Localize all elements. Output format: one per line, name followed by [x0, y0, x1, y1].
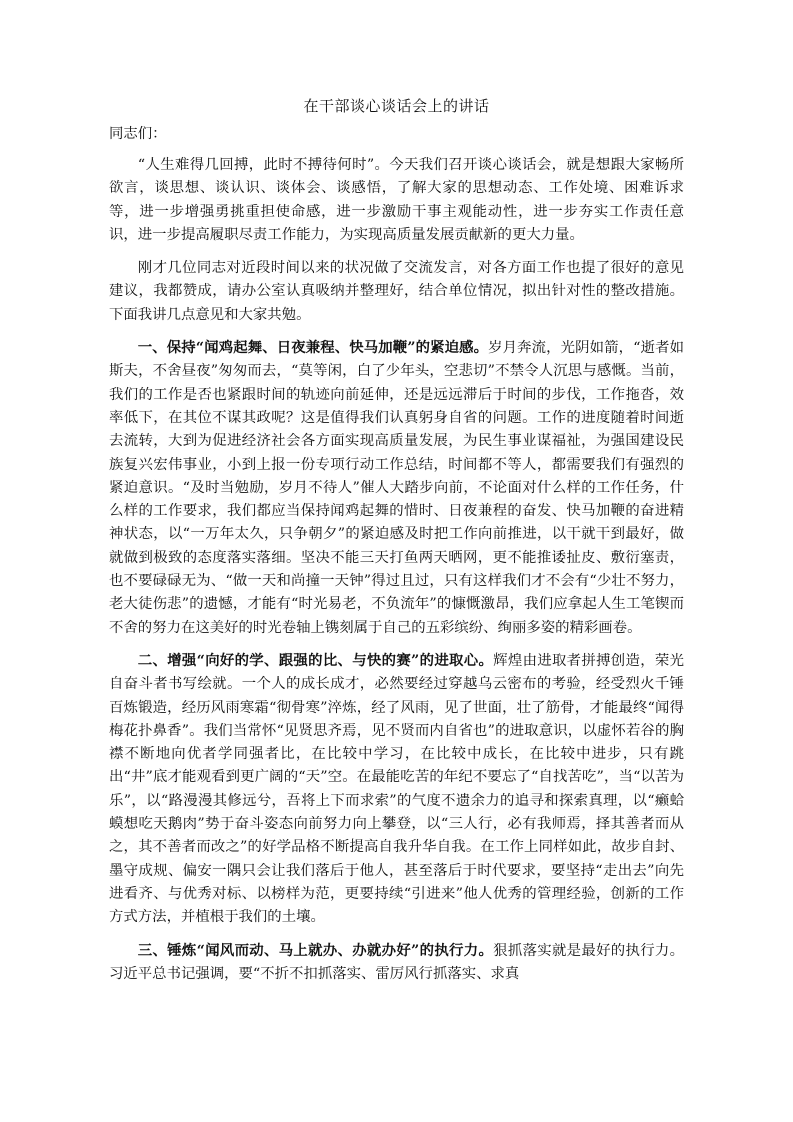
section-2-heading: 二、增强“向好的学、跟强的比、与快的赛”的进取心。 — [137, 651, 494, 669]
paragraph-intro — [109, 256, 684, 327]
section-3-heading: 三、锤炼“闻风而动、马上就办、办就办好”的执行力。 — [137, 941, 494, 959]
paragraph-text: “人生难得几回搏，此时不搏待何时”。今天我们召开谈心谈话会，就是想跟大家畅所欲言，谈思想、谈认识、谈体会、谈感悟，了解大家的思想动态、工作处境、困难诉求等，进一步增强勇挑重担使命感，进一步激励干事主观能动性，进一步夯实工作责任意识，进一步提高履职尽责工作能力，为实现高质量发展贡献新的更大力量。 — [109, 157, 684, 243]
salutation: 同志们： — [109, 126, 167, 142]
section-3-text: 狠抓落实就是最好的执行力。习近平总书记强调，要“不折不扣抓落实、雷厉风行抓落实、求真 — [109, 942, 684, 982]
section-1-text: 岁月奔流，光阴如箭，“逝者如斯夫，不舍昼夜”匆匆而去，“莫等闲，白了少年头，空悲切”不禁令人沉思与感慨。当前，我们的工作是否也紧跟时间的轨迹向前延伸，还是远远滞后于时间的步伐，工作拖沓，效率低下，在其位不谋其政呢？这是值得我们认真躬身自省的问题。工作的进度随着时间逝去流转，大到为促进经济社会各方面实现高质量发展，为民生事业谋福祉，为强国建设民族复兴宏伟事业，小到上报一份专项行动工作总结，时间都不等人，都需要我们有强烈的紧迫意识。“及时当勉励，岁月不待人”催人大踏步向前，不论面对什么样的工作任务，什么样的工作要求，我们都应当保持闻鸡起舞的惜时、日夜兼程的奋发、快马加鞭的奋进精神状态，以“一万年太久，只争朝夕”的紧迫感及时把工作向前推进，以干就干到最好，做就做到极致的态度落实落细。坚决不能三天打鱼两天晒网，更不能推诿扯皮、敷衍塞责，也不要碌碌无为、“做一天和尚撞一天钟”得过且过，只有这样我们才不会有“少壮不努力，老大徒伤悲”的遗憾，才能有“时光易老，不负流年”的慷慨激昂，我们应拿起人生工笔锲而不舍的努力在这美好的时光卷轴上镌刻属于自己的五彩缤纷、绚丽多姿的精彩画卷。 — [109, 340, 685, 636]
section-2-text: 辉煌由进取者拼搏创造，荣光自奋斗者书写绘就。一个人的成长成才，必然要经过穿越乌云密布的考验，经受烈火千锤百炼锻造，经历风雨寒霜“彻骨寒”淬炼，经了风雨，见了世面，壮了筋骨，才能最终“闻得梅花扑鼻香”。我们当常怀“见贤思齐焉，见不贤而内自省也”的进取意识，以虚怀若谷的胸襟不断地向优者学同强者比，在比较中学习，在比较中成长，在比较中进步，只有跳出“井”底才能观看到更广阔的“天”空。在最能吃苦的年纪不要忘了“自找苦吃”，当“以苦为乐”，以“路漫漫其修远兮，吾将上下而求索”的气度不遗余力的追寻和探索真理，以“癞蛤蟆想吃天鹅肉”势于奋斗姿态向前努力向上攀登，以“三人行，必有我师焉，择其善者而从之，其不善者而改之”的好学品格不断提高自我升华自我。在工作上同样如此，故步自封、墨守成规、偏安一隅只会让我们落后于他人，甚至落后于时代要求，要坚持“走出去”向先进看齐、与优秀对标、以榜样为范，更要持续“引进来”他人优秀的管理经验，创新的工作方式方法，并植根于我们的土壤。 — [109, 652, 684, 926]
section-1-heading: 一、保持“闻鸡起舞、日夜兼程、快马加鞭”的紧迫感。 — [137, 339, 489, 357]
paragraph-text: 刚才几位同志对近段时间以来的状况做了交流发言，对各方面工作也提了很好的意见建议，我都赞成，请办公室认真吸纳并整理好，结合单位情况，拟出针对性的整改措施。下面我讲几点意见和大家共勉。 — [109, 260, 684, 323]
paragraph-opening — [109, 153, 684, 247]
document-body — [109, 93, 684, 995]
paragraph-section-3 — [109, 939, 684, 987]
paragraph-section-1 — [109, 336, 684, 640]
paragraph-section-2 — [109, 649, 684, 930]
document-title: 在干部谈心谈话会上的讲话 — [303, 97, 490, 115]
